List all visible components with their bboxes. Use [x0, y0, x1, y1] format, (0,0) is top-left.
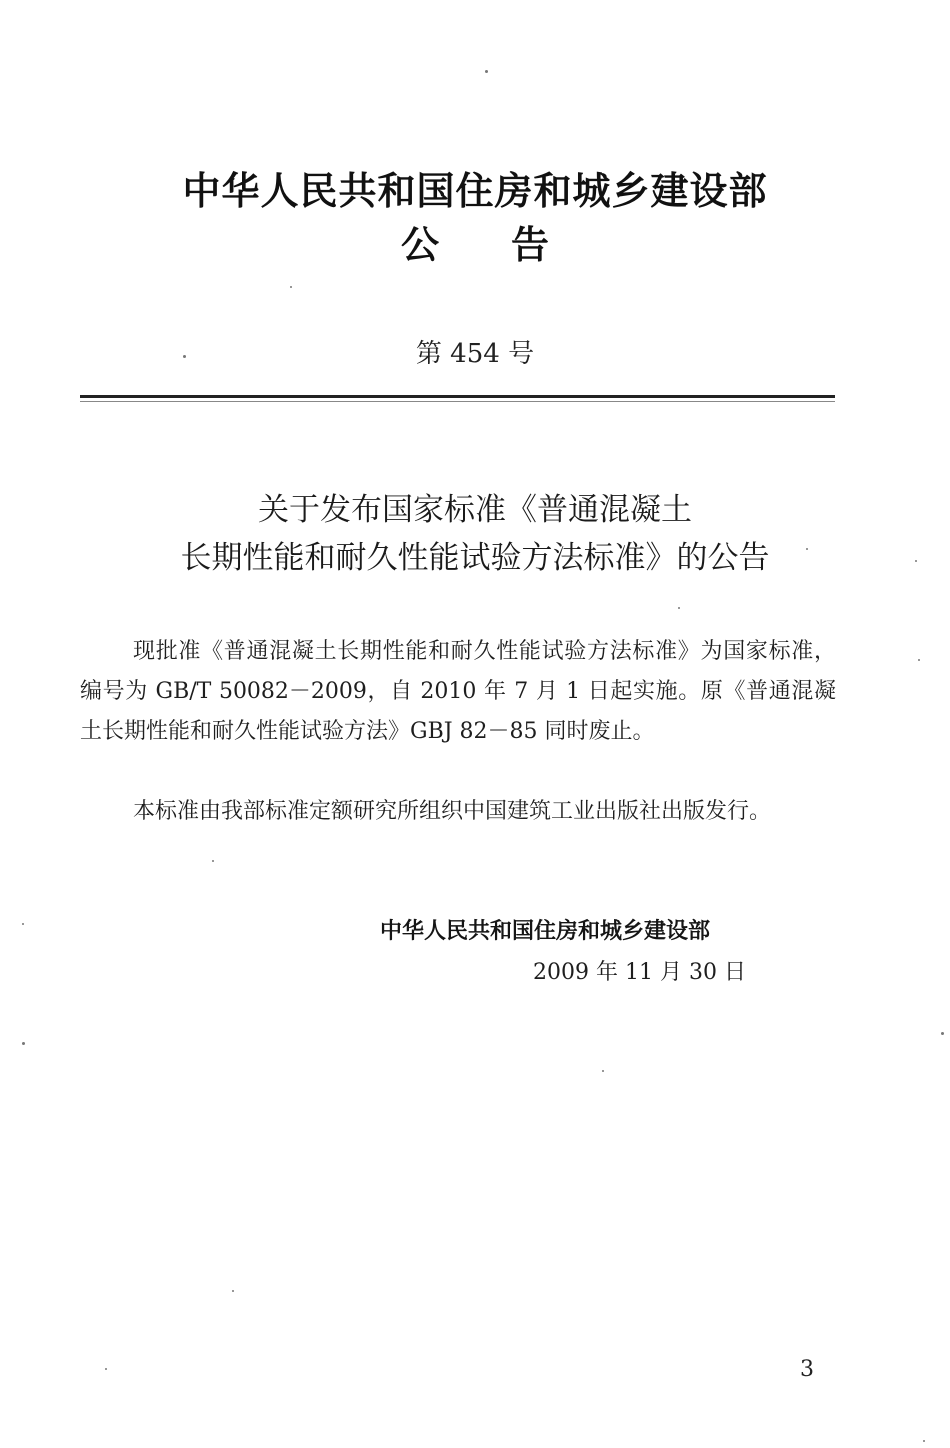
scan-speck	[22, 923, 24, 925]
body-paragraph-1: 现批准《普通混凝土长期性能和耐久性能试验方法标准》为国家标准，编号为 GB/T 50082－2009，自 2010 年 7 月 1 日起实施。原《普通混凝土长期性能和耐久性能试验方法》GBJ 82－85 同时废止。	[80, 639, 836, 744]
announcement-title-line-1: 关于发布国家标准《普通混凝土	[258, 492, 692, 528]
scan-speck	[183, 355, 186, 358]
document-type-heading: 公告	[400, 223, 621, 267]
body-paragraph-2: 本标准由我部标准定额研究所组织中国建筑工业出版社出版发行。	[133, 799, 772, 824]
header-divider	[80, 395, 835, 398]
scan-speck	[602, 1070, 604, 1072]
scan-speck	[918, 659, 920, 661]
scan-speck	[806, 548, 808, 550]
scan-speck	[485, 70, 488, 73]
scan-speck	[941, 1032, 944, 1035]
scan-speck	[915, 560, 917, 562]
scan-speck	[678, 607, 680, 609]
scan-speck	[212, 860, 214, 862]
scan-speck	[22, 1042, 25, 1045]
scan-speck	[232, 1290, 234, 1292]
issuing-organization-header: 中华人民共和国住房和城乡建设部	[182, 169, 768, 213]
scan-speck	[923, 1440, 925, 1442]
signature-date: 2009 年 11 月 30 日	[533, 960, 746, 985]
scan-speck	[105, 1368, 107, 1370]
scan-speck	[290, 286, 292, 288]
announcement-number: 第 454 号	[415, 339, 535, 369]
header-divider-thin	[80, 401, 835, 402]
signature-organization: 中华人民共和国住房和城乡建设部	[380, 919, 711, 944]
page-number: 3	[800, 1357, 814, 1382]
announcement-title	[0, 486, 950, 582]
announcement-title-line-2: 长期性能和耐久性能试验方法标准》的公告	[180, 540, 770, 576]
